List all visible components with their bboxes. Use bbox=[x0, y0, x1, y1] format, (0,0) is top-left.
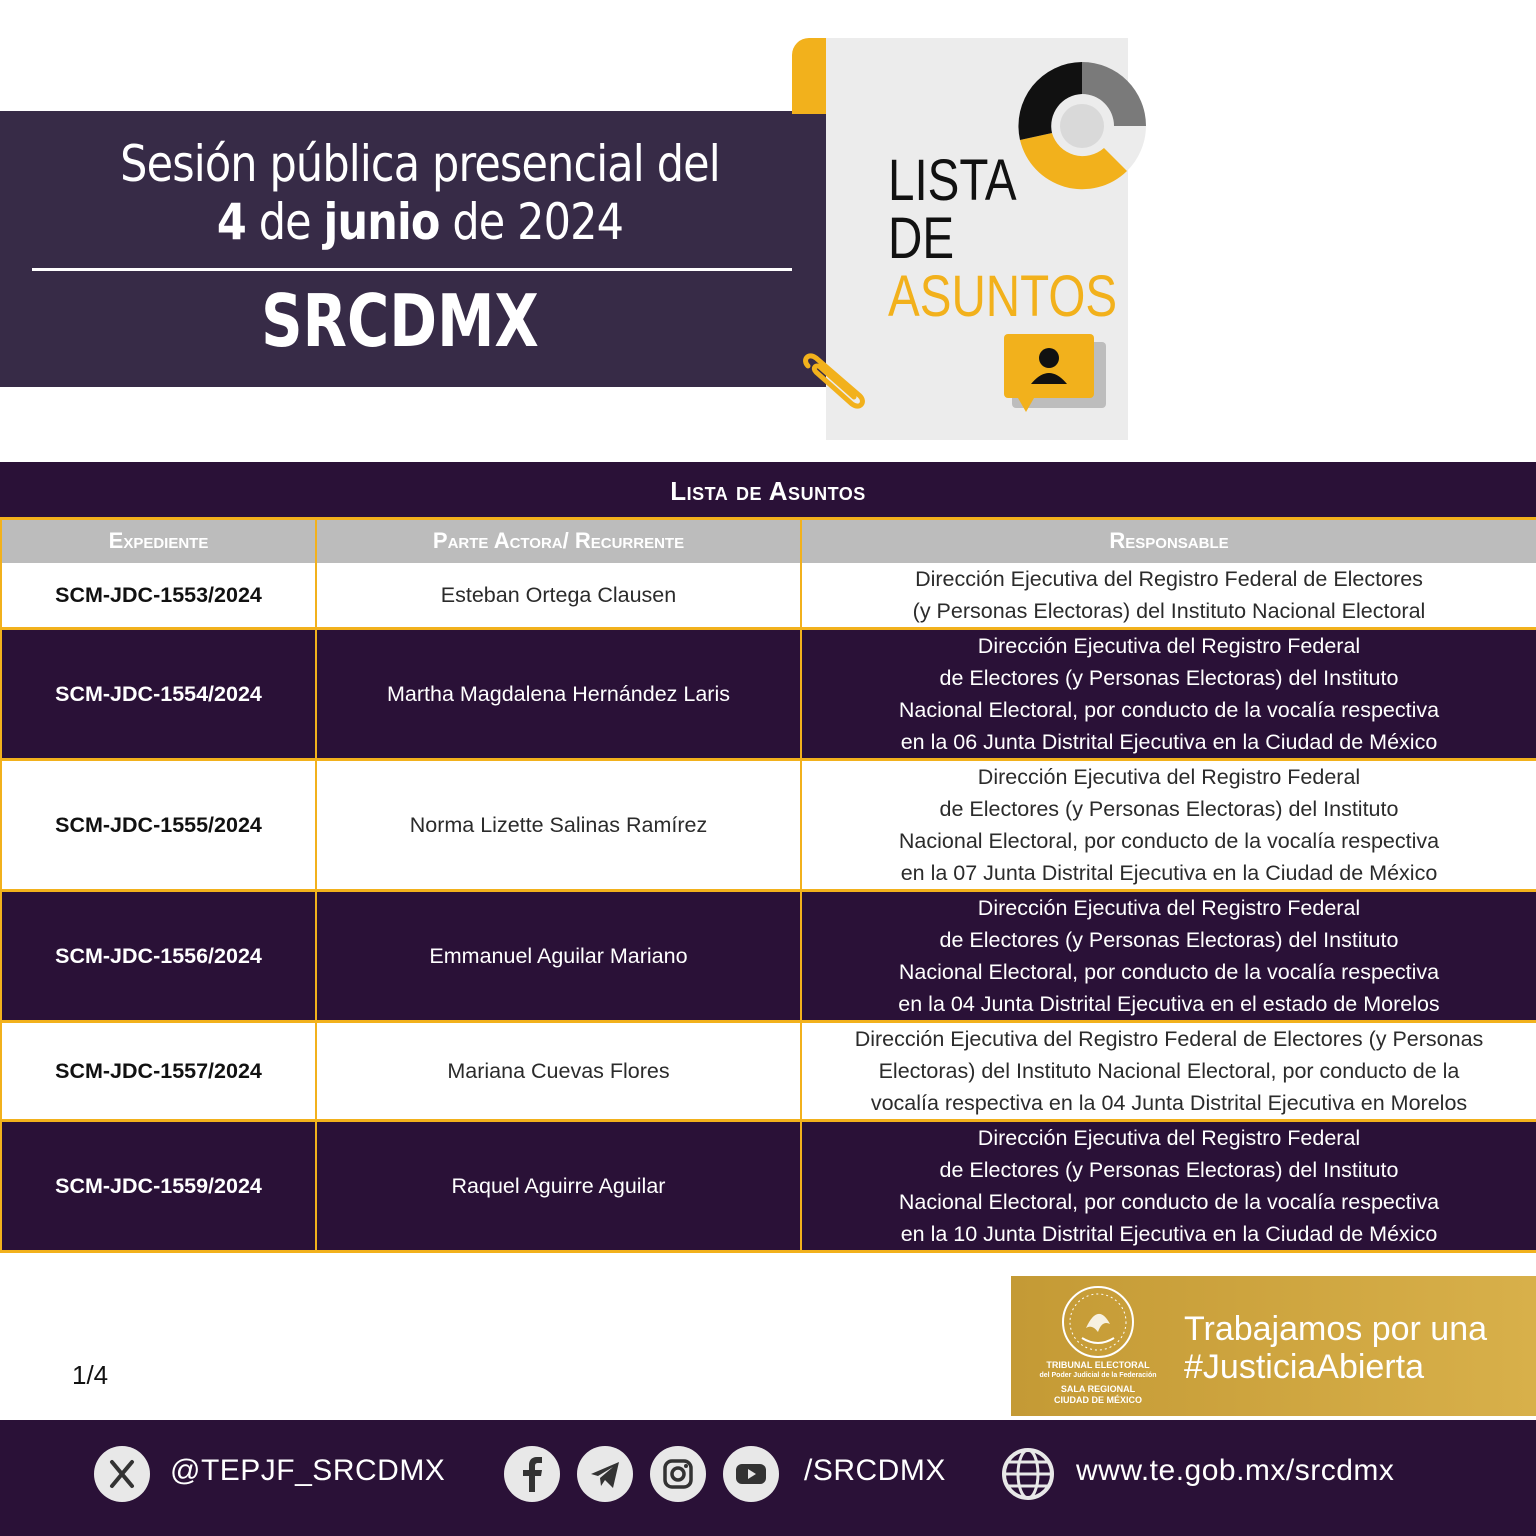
seal-tribunal-line: TRIBUNAL ELECTORAL bbox=[1046, 1360, 1150, 1370]
table-row bbox=[1, 629, 1536, 760]
title-year: de 2024 bbox=[452, 193, 624, 251]
doc-label-lista: LISTA bbox=[888, 148, 1017, 213]
responsable-line: Dirección Ejecutiva del Registro Federal de Electores bbox=[915, 566, 1423, 591]
seal-poder-line: del Poder Judicial de la Federación bbox=[1039, 1372, 1157, 1379]
user-bubble-icon bbox=[1004, 334, 1108, 418]
national-seal-icon bbox=[1058, 1284, 1138, 1360]
page-title bbox=[93, 135, 747, 251]
title-divider bbox=[32, 268, 792, 271]
badge-slogan bbox=[1184, 1310, 1487, 1386]
cell-expediente: SCM-JDC-1556/2024 bbox=[1, 891, 316, 1022]
x-icon[interactable] bbox=[94, 1446, 150, 1502]
social-handle-link[interactable]: /SRCDMX bbox=[804, 1454, 946, 1487]
responsable-line: (y Personas Electoras) del Instituto Nacional Electoral bbox=[912, 598, 1426, 623]
doc-label-asuntos: ASUNTOS bbox=[888, 264, 1118, 329]
title-de: de bbox=[258, 193, 311, 251]
doc-label-de: DE bbox=[888, 206, 955, 271]
x-handle-link[interactable]: @TEPJF_SRCDMX bbox=[170, 1454, 446, 1487]
cases-table bbox=[0, 462, 1536, 1253]
responsable-line: Dirección Ejecutiva del Registro Federal bbox=[977, 1126, 1361, 1150]
cell-actor: Esteban Ortega Clausen bbox=[316, 563, 801, 629]
cell-expediente: SCM-JDC-1559/2024 bbox=[1, 1121, 316, 1252]
title-line-1: Sesión pública presencial del bbox=[120, 135, 720, 193]
cell-actor: Mariana Cuevas Flores bbox=[316, 1022, 801, 1121]
website-link[interactable]: www.te.gob.mx/srcdmx bbox=[1076, 1454, 1395, 1487]
responsable-line: en la 06 Junta Distrital Ejecutiva en la Ciudad de México bbox=[900, 730, 1438, 754]
globe-icon[interactable] bbox=[1000, 1446, 1056, 1502]
responsable-line: en la 07 Junta Distrital Ejecutiva en la Ciudad de México bbox=[900, 861, 1438, 885]
responsable-line: en la 04 Junta Distrital Ejecutiva en el estado de Morelos bbox=[898, 992, 1440, 1016]
page-subtitle: SRCDMX bbox=[261, 279, 539, 363]
cell-responsable bbox=[801, 891, 1536, 1022]
table-row bbox=[1, 1121, 1536, 1252]
responsable-line: Dirección Ejecutiva del Registro Federal bbox=[977, 765, 1361, 789]
cell-responsable bbox=[801, 1022, 1536, 1121]
title-month: junio bbox=[323, 193, 440, 251]
responsable-line: de Electores (y Personas Electoras) del Instituto bbox=[939, 1158, 1399, 1182]
header-banner bbox=[0, 111, 828, 387]
table-title: Lista de Asuntos bbox=[0, 462, 1536, 517]
table-row bbox=[1, 1022, 1536, 1121]
instagram-icon[interactable] bbox=[650, 1446, 706, 1502]
responsable-line: Nacional Electoral, por conducto de la vocalía respectiva bbox=[898, 1190, 1440, 1214]
slogan-line-2: #JusticiaAbierta bbox=[1184, 1348, 1425, 1386]
facebook-icon[interactable] bbox=[504, 1446, 560, 1502]
cell-responsable bbox=[801, 563, 1536, 629]
seal-text-tribunal bbox=[1018, 1360, 1178, 1380]
cell-responsable bbox=[801, 629, 1536, 760]
seal-sala-line: SALA REGIONAL bbox=[1060, 1384, 1136, 1394]
title-line-2 bbox=[93, 193, 747, 251]
youtube-icon[interactable] bbox=[723, 1446, 779, 1502]
cell-expediente: SCM-JDC-1555/2024 bbox=[1, 760, 316, 891]
cell-responsable bbox=[801, 760, 1536, 891]
table-row bbox=[1, 891, 1536, 1022]
cell-responsable bbox=[801, 1121, 1536, 1252]
page-indicator: 1/4 bbox=[72, 1360, 109, 1390]
responsable-line: en la 10 Junta Distrital Ejecutiva en la Ciudad de México bbox=[900, 1222, 1438, 1246]
document-tab bbox=[792, 38, 826, 114]
responsable-line: Electoras) del Instituto Nacional Electoral, por conducto de la bbox=[878, 1059, 1460, 1083]
header-actor: Parte Actora/ Recurrente bbox=[316, 519, 801, 563]
document-label bbox=[888, 148, 1118, 329]
cell-actor: Emmanuel Aguilar Mariano bbox=[316, 891, 801, 1022]
responsable-line: Nacional Electoral, por conducto de la vocalía respectiva bbox=[898, 829, 1440, 853]
cell-expediente: SCM-JDC-1557/2024 bbox=[1, 1022, 316, 1121]
table-header-row bbox=[1, 519, 1536, 563]
table-row bbox=[1, 563, 1536, 629]
cell-actor: Norma Lizette Salinas Ramírez bbox=[316, 760, 801, 891]
header-responsable: Responsable bbox=[801, 519, 1536, 563]
paperclip-icon bbox=[800, 352, 870, 412]
cell-expediente: SCM-JDC-1553/2024 bbox=[1, 563, 316, 629]
responsable-line: Nacional Electoral, por conducto de la vocalía respectiva bbox=[898, 698, 1440, 722]
responsable-line: vocalía respectiva en la 04 Junta Distrital Ejecutiva en Morelos bbox=[870, 1091, 1468, 1115]
responsable-line: Dirección Ejecutiva del Registro Federal bbox=[977, 896, 1361, 920]
telegram-icon[interactable] bbox=[577, 1446, 633, 1502]
responsable-line: Nacional Electoral, por conducto de la vocalía respectiva bbox=[898, 960, 1440, 984]
header-expediente: Expediente bbox=[1, 519, 316, 563]
table-row bbox=[1, 760, 1536, 891]
title-day: 4 bbox=[216, 193, 246, 251]
cases-grid bbox=[0, 517, 1536, 1253]
responsable-line: Dirección Ejecutiva del Registro Federal bbox=[977, 634, 1361, 658]
cell-actor: Raquel Aguirre Aguilar bbox=[316, 1121, 801, 1252]
cell-actor: Martha Magdalena Hernández Laris bbox=[316, 629, 801, 760]
responsable-line: de Electores (y Personas Electoras) del Instituto bbox=[939, 928, 1399, 952]
responsable-line: de Electores (y Personas Electoras) del Instituto bbox=[939, 666, 1399, 690]
responsable-line: de Electores (y Personas Electoras) del Instituto bbox=[939, 797, 1399, 821]
cell-expediente: SCM-JDC-1554/2024 bbox=[1, 629, 316, 760]
seal-cdmx-line: CIUDAD DE MÉXICO bbox=[1053, 1395, 1142, 1405]
seal-text-sala bbox=[1018, 1384, 1178, 1406]
slogan-line-1: Trabajamos por una bbox=[1184, 1310, 1488, 1348]
responsable-line: Dirección Ejecutiva del Registro Federal de Electores (y Personas bbox=[854, 1027, 1484, 1051]
